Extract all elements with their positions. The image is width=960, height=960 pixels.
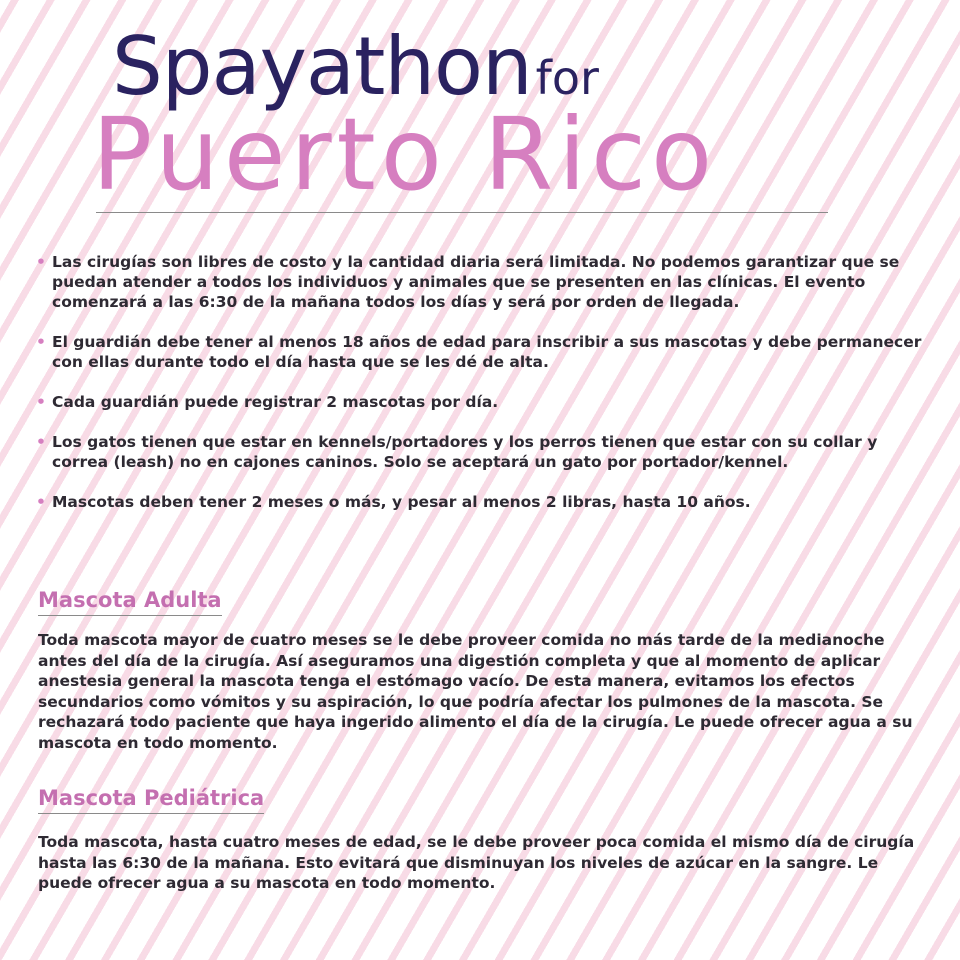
section-title-adult: Mascota Adulta: [38, 588, 222, 616]
rule-item-pets-per-day: [36, 392, 926, 412]
title-for: for: [535, 51, 599, 105]
rule-text: Los gatos tienen que estar en kennels/portadores y los perros tienen que estar con su collar y correa (leash) no en cajones caninos. Solo se aceptará un gato por portador/kennel.: [52, 433, 878, 471]
section-text-adult: Toda mascota mayor de cuatro meses se le debe proveer comida no más tarde de la medianoche antes del día de la cirugía. Así aseguramos una digestión completa y que al momento de aplicar anestesia general la mascota tenga el estómago vacío. De esta manera, evitamos los efectos secundarios como vómitos y su aspiración, lo que podría afectar los pulmones de la mascota. Se rechazará todo paciente que haya ingerido alimento el día de la cirugía. Le puede ofrecer agua a su mascota en todo momento.: [38, 631, 913, 752]
rules-list: [36, 252, 926, 532]
bullet-dot-icon: •: [36, 393, 46, 411]
title-place: Puerto Rico: [92, 96, 718, 213]
rule-text: Cada guardián puede registrar 2 mascotas por día.: [52, 393, 499, 411]
title-main: Spayathon: [112, 20, 532, 113]
bullet-dot-icon: •: [36, 253, 46, 271]
rule-item-kennels: [36, 432, 926, 472]
rule-item-guardian-age: [36, 332, 926, 372]
bullet-dot-icon: •: [36, 333, 46, 351]
rule-text: El guardián debe tener al menos 18 años de edad para inscribir a sus mascotas y debe permanecer con ellas durante todo el día hasta que se les dé de alta.: [52, 333, 922, 371]
rule-item-pet-age-weight: [36, 492, 926, 512]
bullet-dot-icon: •: [36, 493, 46, 511]
title-divider: [96, 212, 828, 213]
rule-text: Mascotas deben tener 2 meses o más, y pesar al menos 2 libras, hasta 10 años.: [52, 493, 751, 511]
section-title-pediatric: Mascota Pediátrica: [38, 786, 264, 814]
section-text-pediatric: Toda mascota, hasta cuatro meses de edad, se le debe proveer poca comida el mismo día de cirugía hasta las 6:30 de la mañana. Esto evitará que disminuyan los niveles de azúcar en la sangre. Le puede ofrecer agua a su mascota en todo momento.: [38, 833, 915, 892]
rule-text: Las cirugías son libres de costo y la cantidad diaria será limitada. No podemos garantizar que se puedan atender a todos los individuos y animales que se presenten en las clínicas. El evento comenzará a las 6:30 de la mañana todos los días y será por orden de llegada.: [52, 253, 900, 311]
rule-item-cost: [36, 252, 926, 312]
bullet-dot-icon: •: [36, 433, 46, 451]
